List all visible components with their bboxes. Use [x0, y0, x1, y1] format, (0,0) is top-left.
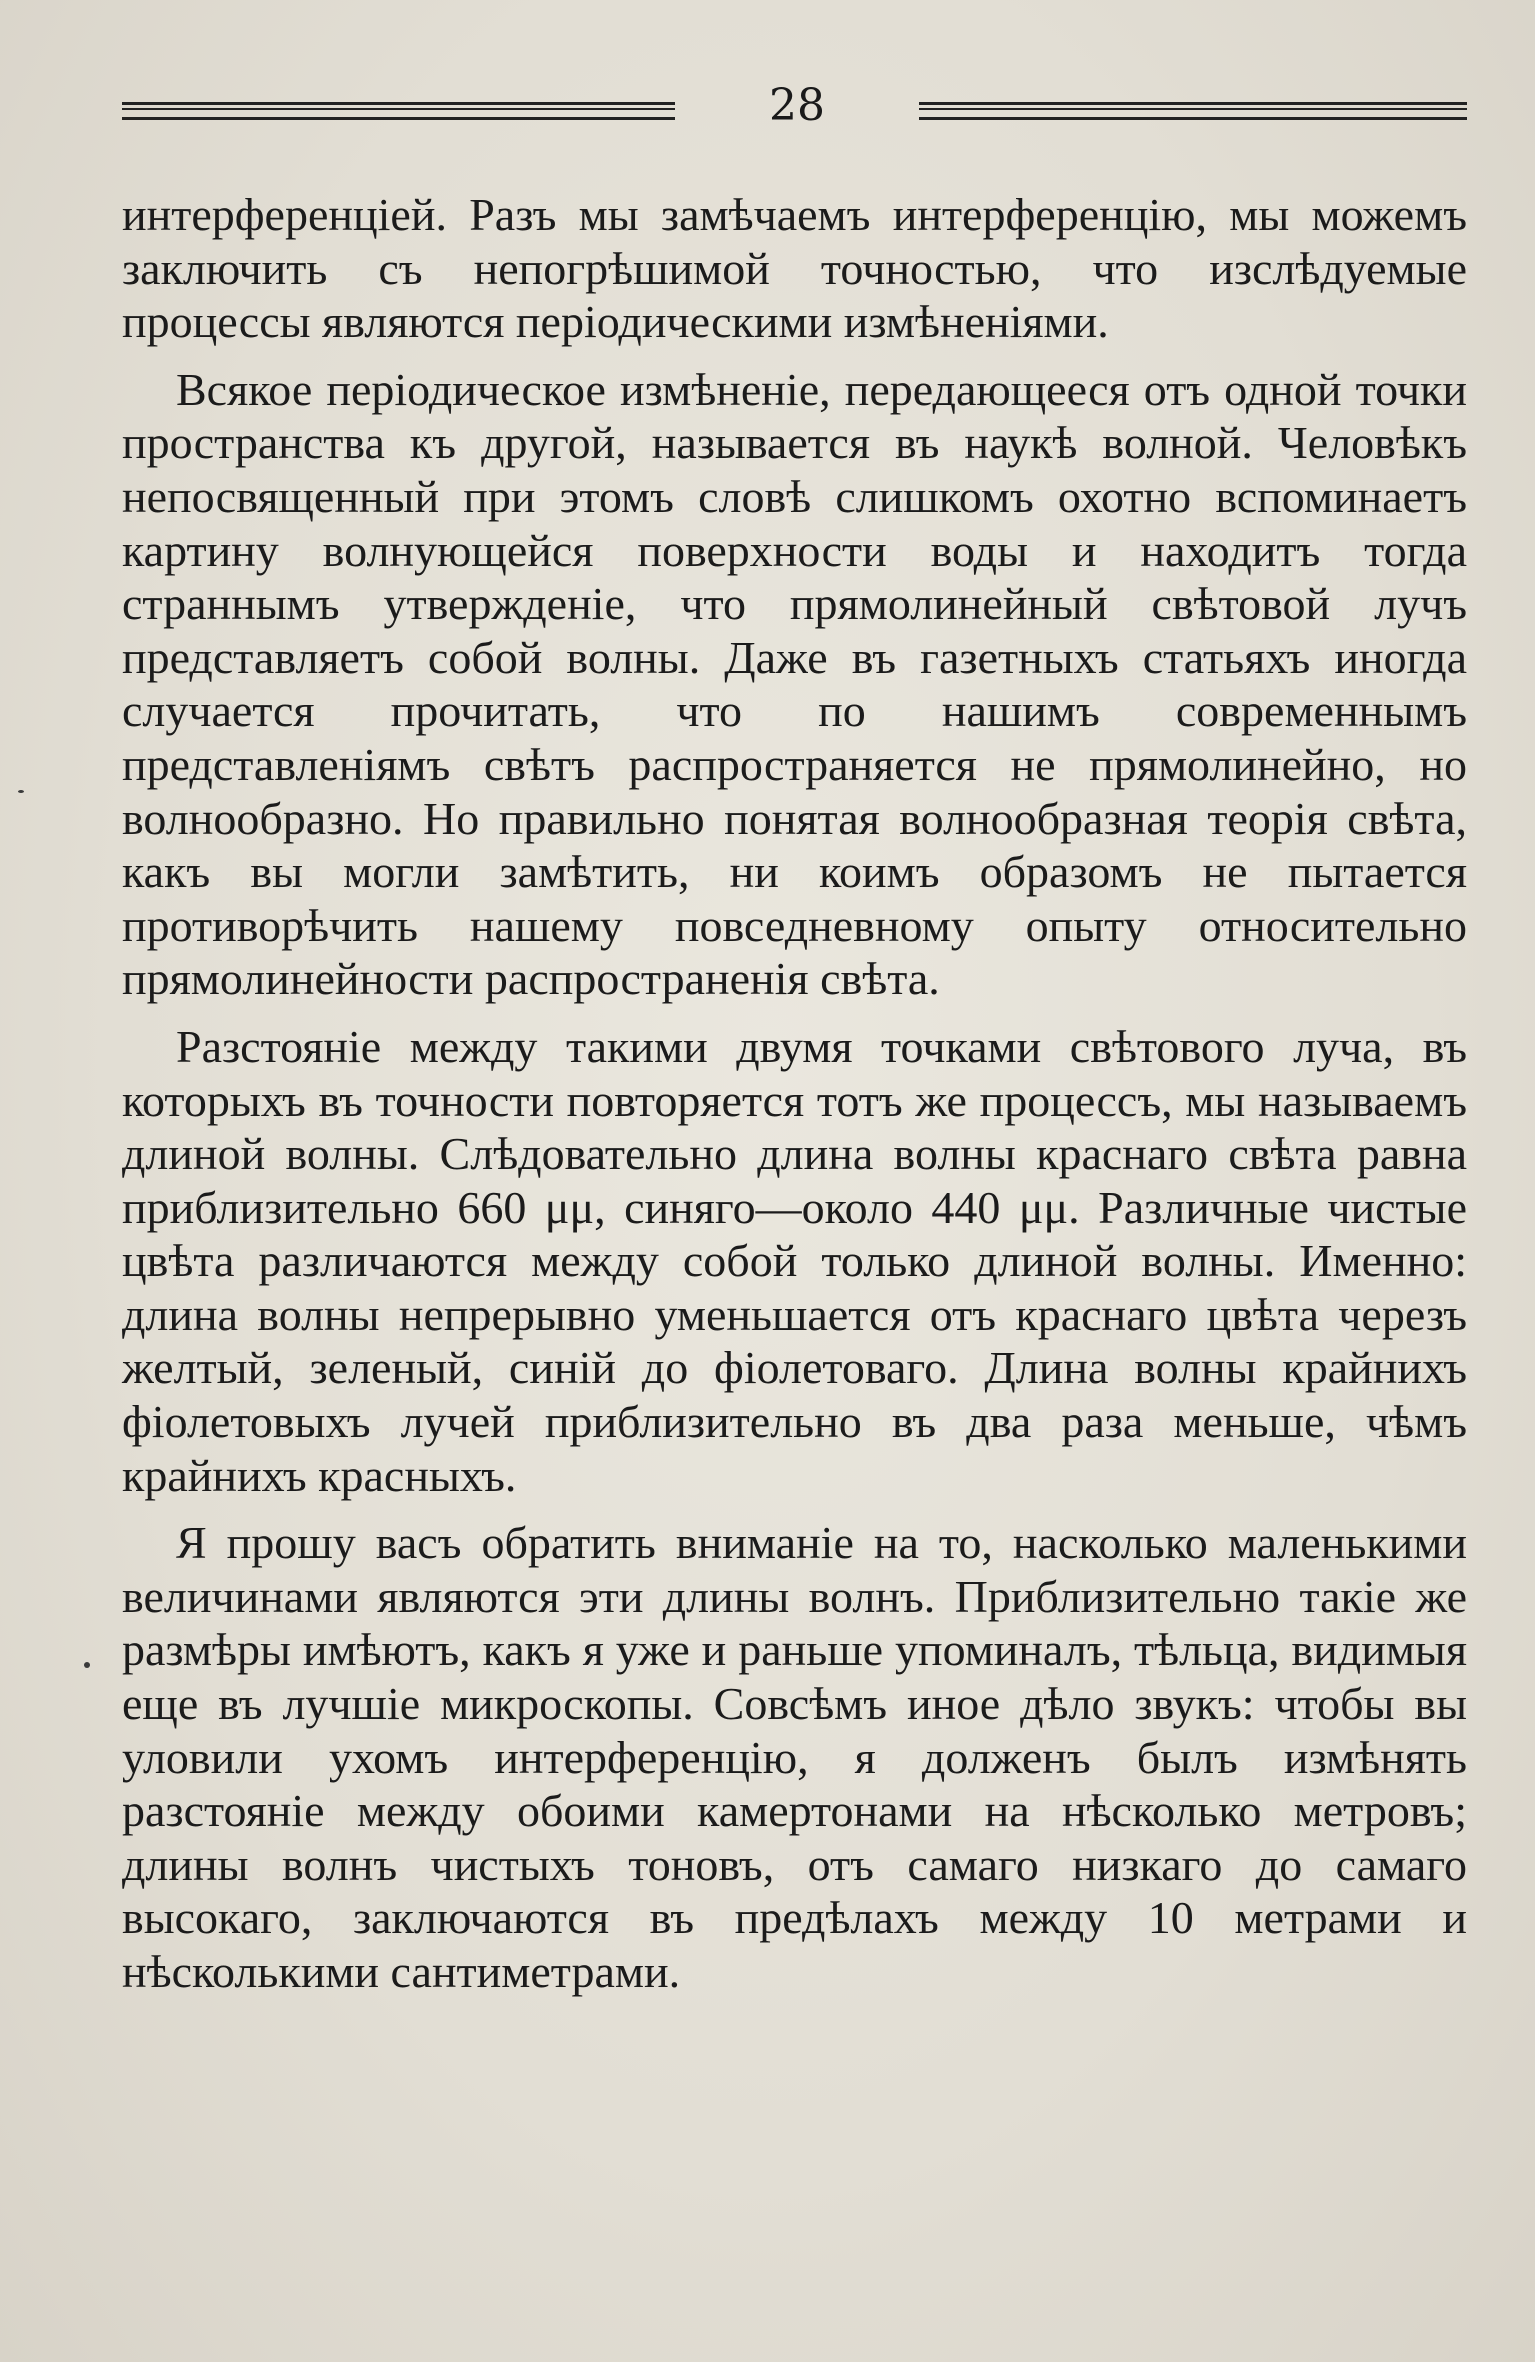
page-body — [122, 188, 1467, 2013]
paragraph-4: Я прошу васъ обратить вниманіе на то, насколько маленькими величинами являются эти длины волнъ. Приблизительно такіе же размѣры имѣютъ, какъ я уже и раньше упоминалъ, тѣльца, видимыя еще въ лучшіе микроскопы. Совсѣмъ иное дѣло звукъ: чтобы вы уловили ухомъ интерференцію, я долженъ былъ измѣнять разстояніе между обоими камертонами на нѣсколько метровъ; длины волнъ чистыхъ тоновъ, отъ самаго низкаго до самаго высокаго, заключаются въ предѣлахъ между 10 метрами и нѣсколькими сантиметрами. — [122, 1517, 1467, 1997]
paragraph-1: интерференціей. Разъ мы замѣчаемъ интерференцію, мы можемъ заключить съ непогрѣшимой точностью, что изслѣдуемые процессы являются періодическими измѣненіями. — [122, 189, 1467, 348]
paragraph-3: Разстояніе между такими двумя точками свѣтового луча, въ которыхъ въ точности повторяется тотъ же процессъ, мы называемъ длиной волны. Слѣдовательно длина волны краснаго свѣта равна приблизительно 660 μμ, синяго—около 440 μμ. Различные чистые цвѣта различаются между собой только длиной волны. Именно: длина волны непрерывно уменьшается отъ краснаго цвѣта черезъ желтый, зеленый, синій до фіолетоваго. Длина волны крайнихъ фіолетовыхъ лучей приблизительно въ два раза меньше, чѣмъ крайнихъ красныхъ. — [122, 1020, 1467, 1501]
page-header — [122, 78, 1467, 134]
margin-speck — [18, 790, 24, 793]
page-number: 28 — [769, 80, 825, 131]
paragraph-2: Всякое періодическое измѣненіе, передающееся отъ одной точки пространства къ другой, называется въ наукѣ волной. Человѣкъ непосвященный при этомъ словѣ слишкомъ охотно вспоминаетъ картину волнующейся поверхности воды и находитъ тогда страннымъ утвержденіе, что прямолинейный свѣтовой лучъ представляетъ собой волны. Даже въ газетныхъ статьяхъ иногда случается прочитать, что по нашимъ современнымъ представленіямъ свѣтъ распространяется не прямолинейно, но волнообразно. Но правильно понятая волнообразная теорія свѣта, какъ вы могли замѣтить, ни коимъ образомъ не пытается противорѣчить нашему повседневному опыту относительно прямолинейности распространенія свѣта. — [122, 363, 1467, 1005]
header-rule-left — [122, 102, 675, 120]
margin-speck — [84, 1662, 90, 1668]
header-rule-right — [919, 102, 1467, 120]
